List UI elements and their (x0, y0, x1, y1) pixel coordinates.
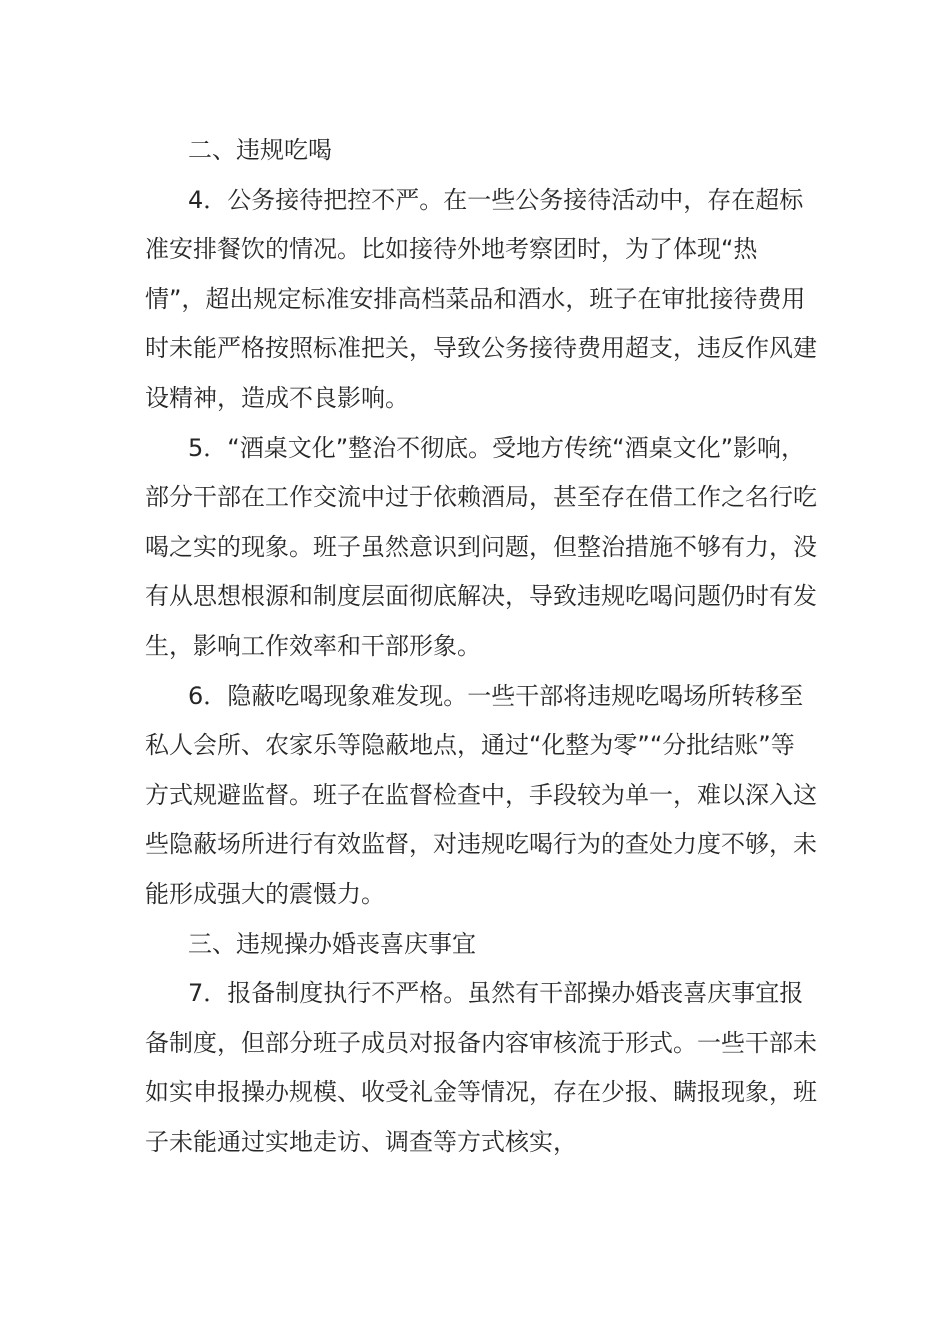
document-body (145, 126, 817, 1167)
section-heading-2: 二、违规吃喝 (188, 136, 332, 164)
section-heading-3: 三、违规操办婚丧喜庆事宜 (188, 929, 476, 958)
paragraph-item-5: 5．“酒桌文化”整治不彻底。受地方传统“酒桌文化”影响，部分干部在工作交流中过于依赖酒局，甚至存在借工作之名行吃喝之实的现象。班子虽然意识到问题，但整治措施不够有力，没有从思想根源和制度层面彻底解决，导致违规吃喝问题仍时有发生，影响工作效率和干部形象。 (145, 433, 817, 660)
paragraph-item-4: 4．公务接待把控不严。在一些公务接待活动中，存在超标准安排餐饮的情况。比如接待外地考察团时，为了体现“热情”，超出规定标准安排高档菜品和酒水，班子在审批接待费用时未能严格按照标准把关，导致公务接待费用超支，违反作风建设精神，造成不良影响。 (145, 185, 817, 412)
paragraph-item-7: 7．报备制度执行不严格。虽然有干部操办婚丧喜庆事宜报备制度，但部分班子成员对报备内容审核流于形式。一些干部未如实申报操办规模、收受礼金等情况，存在少报、瞒报现象，班子未能通过实地走访、调查等方式核实， (145, 979, 817, 1156)
paragraph-item-6: 6．隐蔽吃喝现象难发现。一些干部将违规吃喝场所转移至私人会所、农家乐等隐蔽地点，通过“化整为零”“分批结账”等方式规避监督。班子在监督检查中，手段较为单一，难以深入这些隐蔽场所进行有效监督，对违规吃喝行为的查处力度不够，未能形成强大的震慑力。 (145, 681, 817, 908)
